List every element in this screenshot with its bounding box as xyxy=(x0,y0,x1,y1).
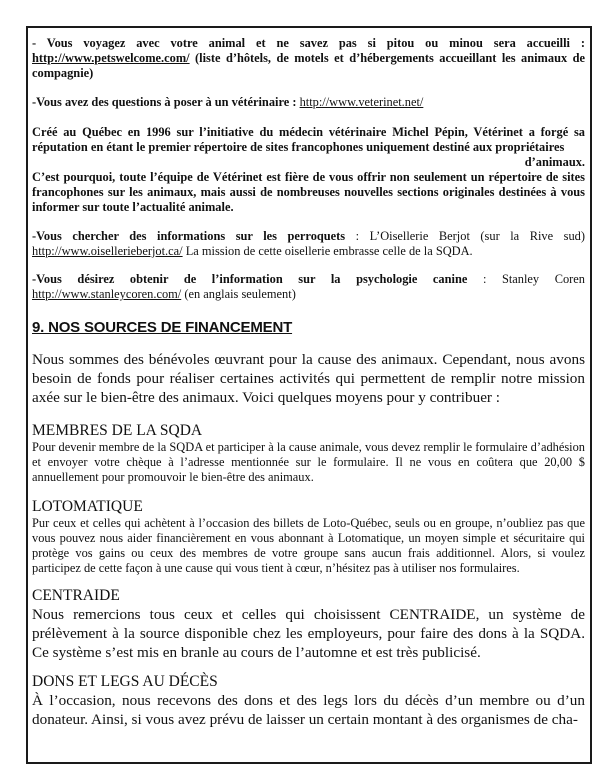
veterinet-link[interactable]: http://www.veterinet.net/ xyxy=(299,95,424,109)
legacy-body: À l’occasion, nous recevons des dons et des legs lors du décès d’un membre ou d’un donateur. Ainsi, si vous avez prévu de laisser un certain montant à des organismes de cha- xyxy=(32,692,585,728)
pets-welcome-description: (liste d’hôtels, de motels et d’hébergements accueillant les animaux de compagnie) xyxy=(32,51,585,80)
parrots-mission: La mission de cette oisellerie embrasse celle de la SQDA. xyxy=(185,244,473,258)
veterinet-history-end: d’animaux. xyxy=(524,155,585,169)
stanleycoren-link[interactable]: http://www.stanleycoren.com/ xyxy=(32,287,182,301)
petswelcome-link[interactable]: http://www.petswelcome.com/ xyxy=(32,51,190,65)
parrots-paragraph xyxy=(32,229,585,259)
pets-welcome-text: - Vous voyagez avec votre animal et ne savez pas si pitou ou minou sera accueilli : xyxy=(32,36,585,50)
veterinet-mission: C’est pourquoi, toute l’équipe de Vétérinet est fière de vous offrir non seulement un répertoire de sites francophones sur les animaux, mais aussi de nombreuses nouvelles sections originales destinées à vous informer sur toute l’actualité animale. xyxy=(32,170,585,214)
canine-note: (en anglais seulement) xyxy=(184,287,296,301)
oisellerie-link[interactable]: http://www.oisellerieberjot.ca/ xyxy=(32,244,183,258)
veterinet-description xyxy=(32,125,585,215)
centraide-heading: CENTRAIDE xyxy=(32,587,120,604)
lotomatique-body: Pur ceux et celles qui achètent à l’occasion des billets de Loto-Québec, seuls ou en groupe, n’oubliez pas que vous pouvez nous aider financièrement en vous abonnant à Lotomatique, un moyen simple et sécuritaire qui protège vos gains ou ceux des membres de votre groupe sans aucun frais additionnel. Alors, si voulez participez de cette façon à une cause qui vous tient à cœur, n’hésitez pas à utiliser nos formulaires. xyxy=(32,516,585,575)
membership-heading: MEMBRES DE LA SQDA xyxy=(32,422,203,439)
centraide-body: Nous remercions tous ceux et celles qui choisissent CENTRAIDE, un système de prélèvement à la source disponible chez les employeurs, pour faire des dons à la SQDA. Ce système s’est mis en branle au cours de l’automne et est très publicisé. xyxy=(32,606,585,661)
lotomatique-heading: LOTOMATIQUE xyxy=(32,498,143,515)
veterinet-history: Créé au Québec en 1996 sur l’initiative du médecin vétérinaire Michel Pépin, Vétérinet a forgé sa réputation en étant le premier répertoire de sites francophones uniquement destiné aux propriétaires xyxy=(32,125,585,154)
veterinet-question: -Vous avez des questions à poser à un vétérinaire : xyxy=(32,95,297,109)
pets-welcome-paragraph xyxy=(32,36,585,81)
parrots-source: : L’Oisellerie Berjot (sur la Rive sud) xyxy=(355,229,585,243)
canine-paragraph xyxy=(32,272,585,302)
canine-question: -Vous désirez obtenir de l’information sur la psychologie canine xyxy=(32,272,468,286)
page-content xyxy=(32,36,585,729)
legacy-heading: DONS ET LEGS AU DÉCÈS xyxy=(32,673,218,690)
section-title: 9. NOS SOURCES DE FINANCEMENT xyxy=(32,319,293,336)
veterinet-paragraph xyxy=(32,95,585,110)
canine-source: : Stanley Coren xyxy=(482,272,585,286)
membership-body: Pour devenir membre de la SQDA et participer à la cause animale, vous devez remplir le formulaire d’adhésion et envoyer votre chèque à l’adresse mentionnée sur le formulaire. Il ne vous en coûtera que 20,00 $ annuellement pour promouvoir le bien-être des animaux. xyxy=(32,440,585,484)
section-intro: Nous sommes des bénévoles œuvrant pour la cause des animaux. Cependant, nous avons besoin de fonds pour réaliser certaines activités qui permettent de remplir notre mission axée sur le bien-être des animaux. Voici quelques moyens pour y contribuer : xyxy=(32,351,585,406)
parrots-question: -Vous chercher des informations sur les perroquets xyxy=(32,229,346,243)
